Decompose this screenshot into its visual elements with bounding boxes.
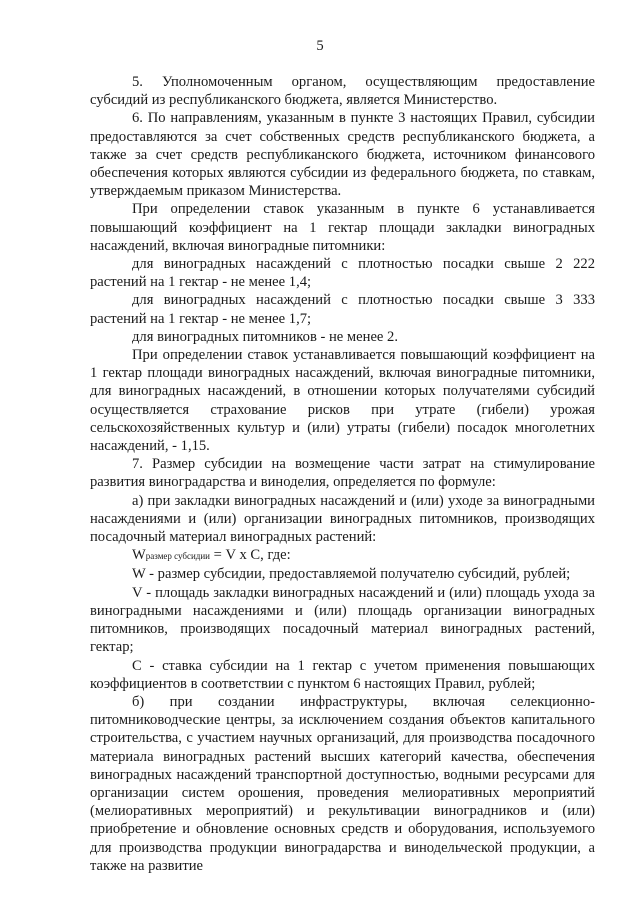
- paragraph-7a: а) при закладки виноградных насаждений и (или) уходе за виноградными насаждениями и (или) организации виноградных питомников, производящих посадочный материал виноградных растений:: [90, 492, 595, 546]
- formula-w: W: [132, 547, 146, 564]
- formula-rest: = V x C, где:: [210, 547, 291, 564]
- paragraph-7: 7. Размер субсидии на возмещение части затрат на стимулирование развития виноградарства и виноделия, определяется по формуле:: [90, 456, 595, 491]
- paragraph-density-2222: для виноградных насаждений с плотностью посадки свыше 2 222 растений на 1 гектар - не менее 1,4;: [90, 256, 595, 291]
- document-body: [90, 73, 595, 875]
- page-number: 5: [316, 38, 324, 54]
- formula-subscript: размер субсидии: [145, 551, 211, 562]
- paragraph-c-definition: C - ставка субсидии на 1 гектар с учетом применения повышающих коэффициентов в соответствии с пунктом 6 настоящих Правил, рублей;: [90, 657, 595, 692]
- paragraph-insurance-coefficient: При определении ставок устанавливается повышающий коэффициент на 1 гектар площади виноградных насаждений, включая виноградные питомники, для виноградных насаждений, в отношении которых получателями субсидий осуществляется страхование рисков при утрате (гибели) урожая сельскохозяйственных культур и (или) утраты (гибели) посадок многолетних насаждений, - 1,15.: [90, 347, 595, 455]
- paragraph-nurseries: для виноградных питомников - не менее 2.: [132, 328, 399, 345]
- paragraph-6: 6. По направлениям, указанным в пункте 3 настоящих Правил, субсидии предоставляются за счет собственных средств республиканского бюджета, а также за счет средств республиканского бюджета, источником финансового обеспечения которых являются субсидии из федерального бюджета, по ставкам, утверждаемым приказом Министерства.: [90, 110, 595, 200]
- paragraph-w-definition: W - размер субсидии, предоставляемой получателю субсидий, рублей;: [132, 566, 571, 583]
- paragraph-5: 5. Уполномоченным органом, осуществляющим предоставление субсидий из республиканского бюджета, является Министерство.: [90, 74, 595, 109]
- paragraph-density-3333: для виноградных насаждений с плотностью посадки свыше 3 333 растений на 1 гектар - не менее 1,7;: [90, 292, 595, 327]
- paragraph-v-definition: V - площадь закладки виноградных насаждений и (или) площадь ухода за виноградными насаждениями и (или) площадь организации виноградных питомников, производящих посадочный материал виноградных растений, гектар;: [90, 584, 595, 656]
- paragraph-7b: б) при создании инфраструктуры, включая селекционно-питомниководческие центры, за исключением создания объектов капитального строительства, с участием научных организаций, для производства посадочного материала виноградных растений высших категорий качества, обеспечения виноградных насаждений транспортной доступностью, водными ресурсами для организации систем орошения, проведения мелиоративных мероприятий (мелиоративных мероприятий) и рекультивации виноградников и (или) приобретение и обновление основных средств и оборудования, используемого для производства продукции виноградарства и винодельческой продукции, а также на развитие: [90, 693, 595, 874]
- paragraph-rate-coefficient: При определении ставок указанным в пункте 6 устанавливается повышающий коэффициент на 1 гектар площади закладки виноградных насаждений, включая виноградные питомники:: [90, 201, 595, 254]
- formula-line: [90, 546, 595, 565]
